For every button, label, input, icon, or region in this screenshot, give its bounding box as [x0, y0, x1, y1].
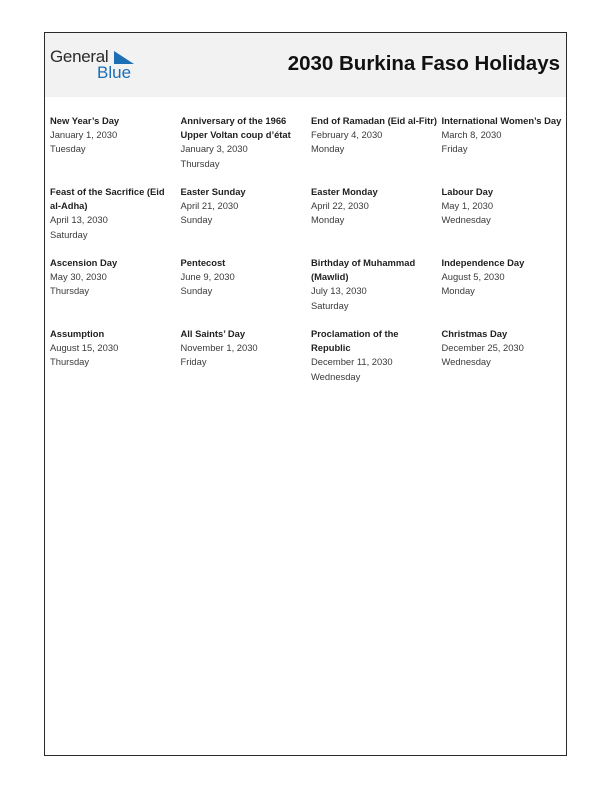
holiday-date: May 30, 2030: [50, 271, 107, 283]
page-title: 2030 Burkina Faso Holidays: [287, 52, 560, 75]
holiday-date: July 13, 2030: [311, 285, 367, 297]
holiday-name: Proclamation of the Republic: [311, 328, 399, 354]
header-band: [45, 33, 566, 97]
holiday-date: December 25, 2030: [441, 342, 524, 354]
logo-text-blue: Blue: [97, 63, 132, 82]
holiday-weekday: Wednesday: [441, 356, 491, 368]
holiday-weekday: Saturday: [50, 228, 88, 240]
holiday-name: International Women’s Day: [441, 115, 562, 126]
holiday-name: Easter Sunday: [180, 186, 246, 197]
holiday-weekday: Wednesday: [311, 370, 361, 382]
holiday-name: Ascension Day: [50, 257, 118, 268]
holiday-name: Independence Day: [441, 257, 525, 268]
holiday-date: March 8, 2030: [441, 129, 502, 141]
holiday-weekday: Thursday: [50, 285, 90, 297]
holiday-date: April 21, 2030: [180, 200, 239, 212]
holiday-name: New Year’s Day: [50, 115, 120, 126]
holiday-name: Christmas Day: [441, 328, 508, 339]
holiday-date: December 11, 2030: [311, 356, 393, 368]
holiday-entry: [442, 327, 570, 398]
holiday-weekday: Thursday: [180, 157, 220, 169]
holiday-name: Assumption: [50, 328, 105, 339]
holiday-weekday: Thursday: [50, 356, 90, 368]
holiday-grid: [50, 114, 570, 398]
holiday-date: May 1, 2030: [441, 200, 494, 212]
holiday-weekday: Sunday: [180, 285, 213, 297]
holiday-weekday: Saturday: [311, 299, 349, 311]
holiday-weekday: Sunday: [180, 214, 213, 226]
holiday-name: All Saints’ Day: [180, 328, 246, 339]
holiday-weekday: Monday: [311, 143, 345, 155]
generalblue-logo[interactable]: [50, 48, 140, 84]
holiday-date: January 3, 2030: [180, 143, 248, 155]
holiday-weekday: Wednesday: [441, 214, 491, 226]
holiday-date: February 4, 2030: [311, 129, 383, 141]
holiday-name: End of Ramadan (Eid al-Fitr): [311, 115, 438, 126]
holiday-entry: [442, 185, 570, 256]
holiday-date: January 1, 2030: [50, 129, 118, 141]
holiday-entry: [50, 256, 181, 327]
holiday-date: November 1, 2030: [180, 342, 258, 354]
holiday-entry: [181, 327, 312, 398]
holiday-entry: [50, 185, 181, 256]
holiday-entry: [181, 185, 312, 256]
holiday-name: Birthday of Muhammad (Mawlid): [311, 257, 416, 283]
holiday-date: April 22, 2030: [311, 200, 369, 212]
holiday-entry: [311, 256, 442, 327]
document-page: [44, 32, 567, 756]
holiday-weekday: Friday: [441, 143, 468, 155]
holiday-date: August 15, 2030: [50, 342, 119, 354]
holiday-weekday: Monday: [441, 285, 475, 297]
holiday-name: Pentecost: [180, 257, 226, 268]
holiday-entry: [442, 256, 570, 327]
holiday-name: Easter Monday: [311, 186, 378, 197]
holiday-date: June 9, 2030: [180, 271, 235, 283]
holiday-name: Feast of the Sacrifice (Eid al-Adha): [50, 186, 165, 212]
holiday-entry: [181, 256, 312, 327]
holiday-entry: [442, 114, 570, 185]
holiday-weekday: Friday: [180, 356, 207, 368]
holiday-entry: [311, 327, 442, 398]
holiday-name: Labour Day: [441, 186, 494, 197]
holiday-date: August 5, 2030: [441, 271, 505, 283]
holiday-entry: [50, 327, 181, 398]
holiday-entry: [50, 114, 181, 185]
holiday-entry: [311, 114, 442, 185]
logo-text-general: General: [50, 47, 109, 66]
holiday-weekday: Monday: [311, 214, 345, 226]
holiday-date: April 13, 2030: [50, 214, 108, 226]
holiday-weekday: Tuesday: [50, 143, 86, 155]
holiday-entry: [181, 114, 312, 185]
holiday-name: Anniversary of the 1966 Upper Voltan coup d’état: [180, 115, 291, 141]
holiday-entry: [311, 185, 442, 256]
